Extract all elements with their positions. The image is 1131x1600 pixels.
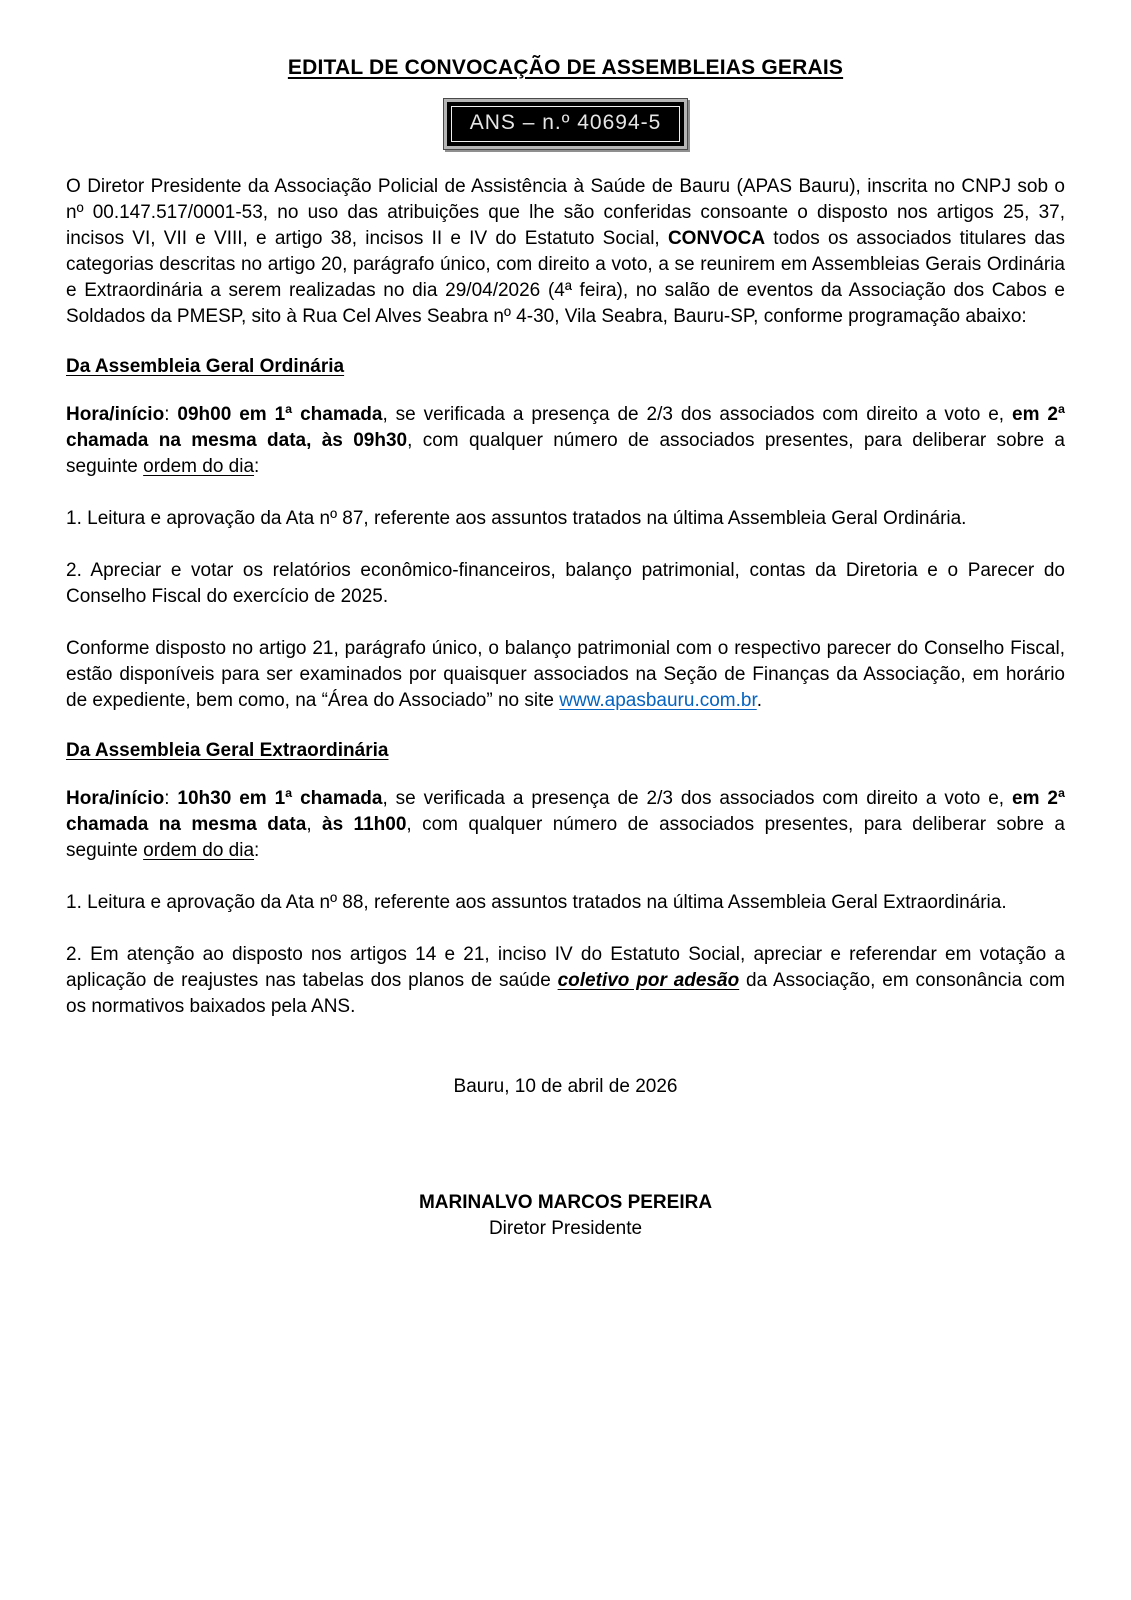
- order-of-day-label: ordem do dia: [143, 456, 255, 477]
- hora-tail-text: , com qualquer número de associados presentes, para deliberar sobre a seguinte: [66, 430, 1065, 477]
- intro-paragraph: [66, 174, 1065, 330]
- website-link[interactable]: www.apasbauru.com.br: [559, 690, 757, 711]
- date-line: Bauru, 10 de abril de 2026: [453, 1076, 678, 1097]
- ans-badge-row: [66, 98, 1065, 150]
- section-heading-extraordinaria: Da Assembleia Geral Extraordinária: [66, 740, 389, 761]
- section-heading-ordinaria: Da Assembleia Geral Ordinária: [66, 356, 345, 377]
- hora-inicio-extraordinaria: [66, 786, 1065, 864]
- agenda-item-extraordinaria-1: 1. Leitura e aprovação da Ata nº 88, referente aos assuntos tratados na última Assembleia Geral Extraordinária.: [66, 892, 1007, 913]
- ans-badge-frame: [447, 102, 685, 146]
- signature-role: Diretor Presidente: [488, 1218, 643, 1239]
- ans-registration-badge: [443, 98, 689, 150]
- convoca-emphasis: CONVOCA: [667, 228, 766, 249]
- hora-mid-text: , se verificada a presença de 2/3 dos associados com direito a voto e,: [382, 788, 1012, 809]
- page-title: EDITAL DE CONVOCAÇÃO DE ASSEMBLEIAS GERAIS: [287, 56, 844, 79]
- hora-mid-text: , se verificada a presença de 2/3 dos associados com direito a voto e,: [382, 404, 1012, 425]
- hora-end: :: [254, 456, 260, 477]
- hora-tail-text: , com qualquer número de associados presentes, para deliberar sobre a seguinte: [66, 814, 1065, 861]
- finance-note-post: .: [756, 690, 763, 711]
- first-call-time: 10h30 em 1ª chamada: [177, 788, 383, 809]
- item2-post: da Associação, em consonância com os normativos baixados pela ANS.: [66, 970, 1065, 1017]
- ans-badge-label: ANS – n.º 40694-5: [451, 106, 681, 142]
- first-call-time: 09h00 em 1ª chamada: [177, 404, 383, 425]
- hora-end: :: [254, 840, 260, 861]
- order-of-day-label: ordem do dia: [143, 840, 255, 861]
- hora-mid2: ,: [306, 814, 323, 835]
- hora-inicio-ordinaria: [66, 402, 1065, 480]
- intro-text-pre: O Diretor Presidente da Associação Policial de Assistência à Saúde de Bauru (APAS Bauru), inscrita no CNPJ sob o nº 00.147.517/0001-53, no uso das atribuições que lhe são conferidas consoante o disposto nos artigos 25, 37, incisos VI, VII e VIII, e artigo 38, incisos II e IV do Estatuto Social,: [66, 176, 1065, 249]
- hora-label: Hora/início: [66, 404, 165, 425]
- hora-colon: :: [164, 788, 178, 809]
- finance-note-paragraph: [66, 636, 1065, 714]
- second-call-label: em 2ª chamada na mesma data: [66, 788, 1065, 835]
- second-call-time: em 2ª chamada na mesma data, às 09h30: [66, 404, 1065, 451]
- finance-note-pre: Conforme disposto no artigo 21, parágrafo único, o balanço patrimonial com o respectivo parecer do Conselho Fiscal, estão disponíveis para ser examinados por quaisquer associados na Seção de Finanças da Associação, em horário de expediente, bem como, na “Área do Associado” no site: [66, 638, 1065, 711]
- signature-block: [66, 1190, 1065, 1242]
- agenda-item-ordinaria-2: 2. Apreciar e votar os relatórios econômico-financeiros, balanço patrimonial, contas da Diretoria e o Parecer do Conselho Fiscal do exercício de 2025.: [66, 560, 1065, 607]
- signature-name: MARINALVO MARCOS PEREIRA: [418, 1192, 713, 1213]
- item2-pre: 2. Em atenção ao disposto nos artigos 14 e 21, inciso IV do Estatuto Social, apreciar e referendar em votação a aplicação de reajustes nas tabelas dos planos de saúde: [66, 944, 1065, 991]
- coletivo-por-adesao-emphasis: coletivo por adesão: [557, 970, 740, 991]
- agenda-item-ordinaria-1: 1. Leitura e aprovação da Ata nº 87, referente aos assuntos tratados na última Assembleia Geral Ordinária.: [66, 508, 967, 529]
- agenda-item-extraordinaria-2: [66, 942, 1065, 1020]
- intro-text-post: todos os associados titulares das categorias descritas no artigo 20, parágrafo único, com direito a voto, a se reunirem em Assembleias Gerais Ordinária e Extraordinária a serem realizadas no dia 29/04/2026 (4ª feira), no salão de eventos da Associação dos Cabos e Soldados da PMESP, sito à Rua Cel Alves Seabra nº 4-30, Vila Seabra, Bauru-SP, conforme programação abaixo:: [66, 228, 1065, 327]
- second-call-time: às 11h00: [322, 814, 407, 835]
- hora-label: Hora/início: [66, 788, 165, 809]
- hora-colon: :: [164, 404, 178, 425]
